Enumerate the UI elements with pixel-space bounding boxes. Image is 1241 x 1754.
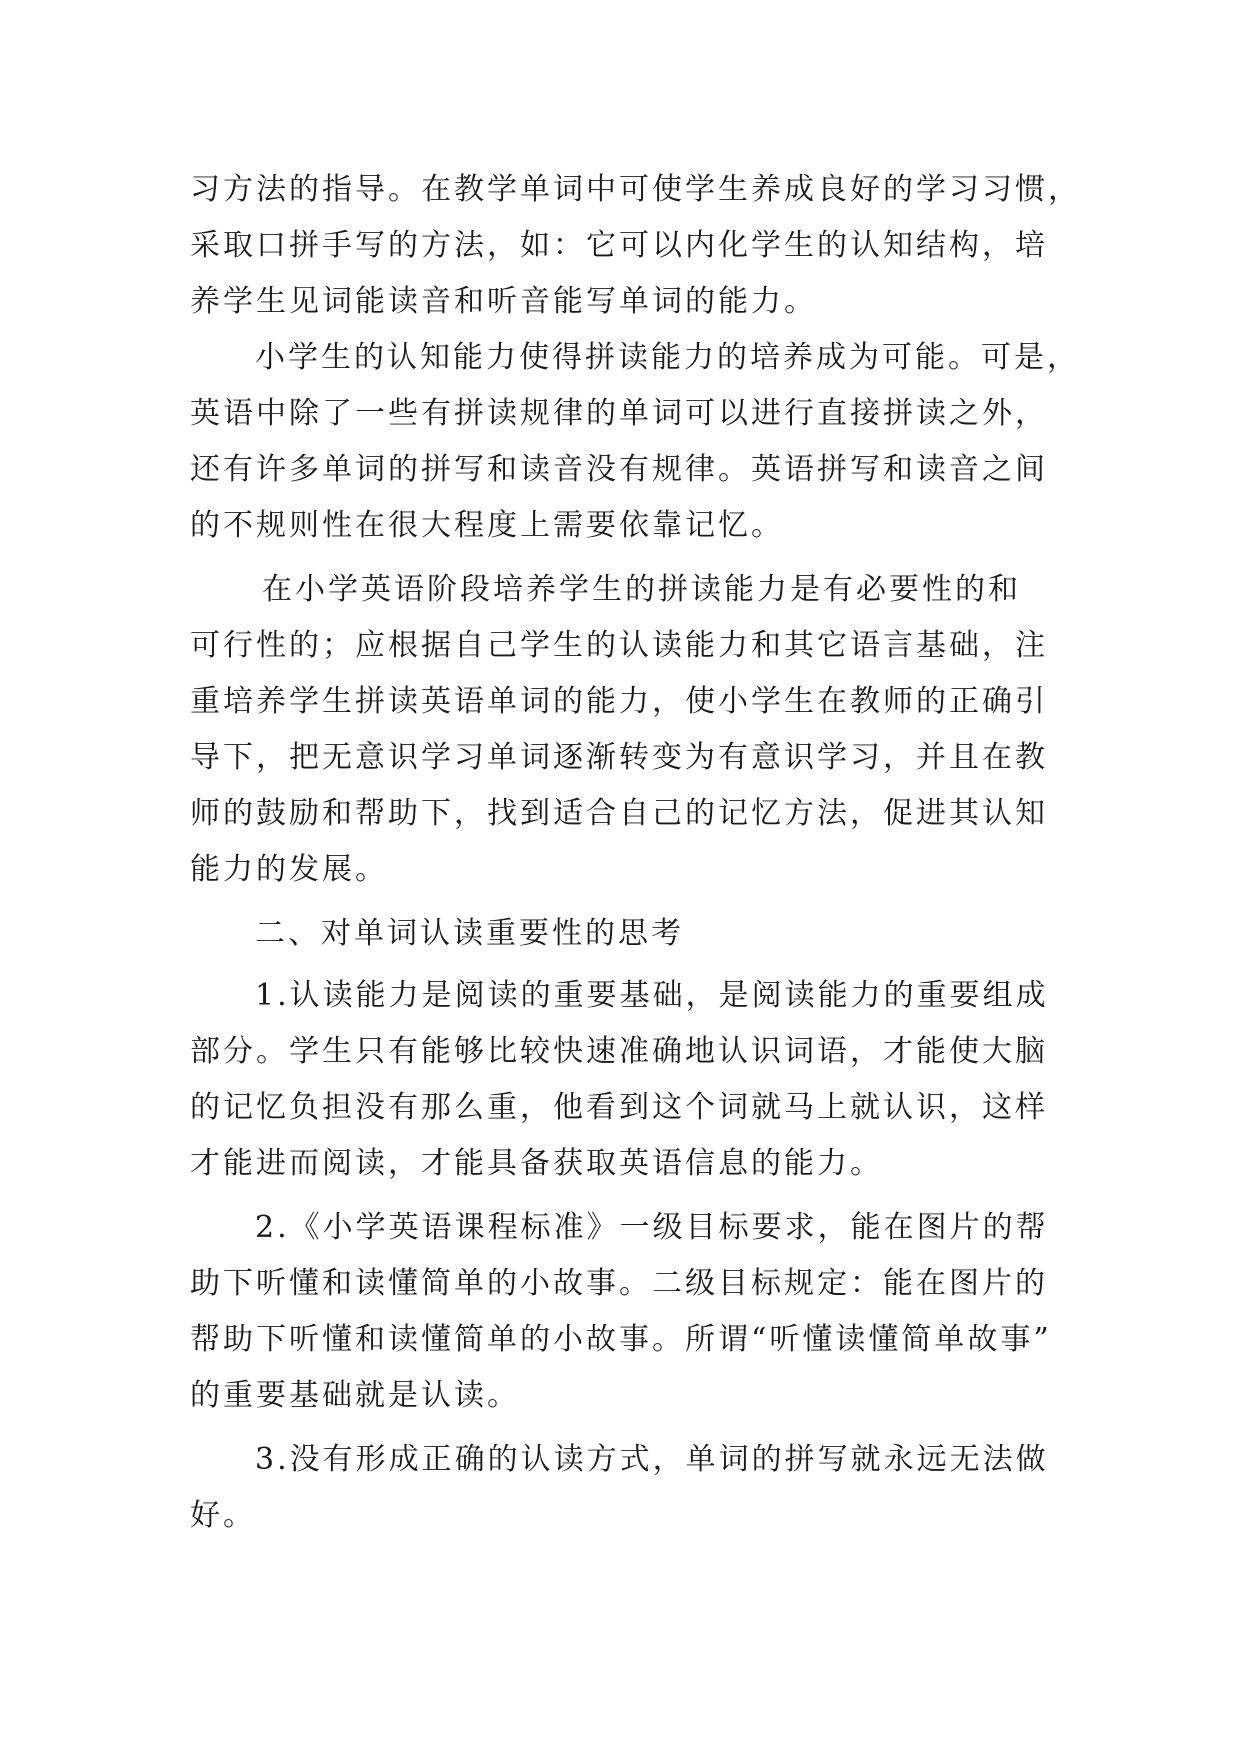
paragraph-line: 的重要基础就是认读。 [190,1378,520,1413]
paragraph-line: 能力的发展。 [190,852,388,887]
paragraph-line: 养学生见词能读音和听音能写单词的能力。 [190,284,817,319]
paragraph-line: 的记忆负担没有那么重，他看到这个词就马上就认识，这样 [190,1090,1048,1125]
paragraph-line: 小学生的认知能力使得拼读能力的培养成为可能。可是， [255,340,1080,375]
paragraph-line: 才能进而阅读，才能具备获取英语信息的能力。 [190,1146,883,1181]
paragraph-line: 的不规则性在很大程度上需要依靠记忆。 [190,508,784,543]
paragraph-line: 3.没有形成正确的认读方式，单词的拼写就永远无法做 [255,1442,1049,1477]
paragraph-line: 英语中除了一些有拼读规律的单词可以进行直接拼读之外， [190,396,1048,431]
paragraph-line: 可行性的；应根据自己学生的认读能力和其它语言基础，注 [190,628,1048,663]
paragraph-line: 2.《小学英语课程标准》一级目标要求，能在图片的帮 [255,1210,1049,1245]
paragraph-line: 帮助下听懂和读懂简单的小故事。所谓“听懂读懂简单故事” [190,1322,1052,1357]
paragraph-line: 部分。学生只有能够比较快速准确地认识词语，才能使大脑 [190,1034,1048,1069]
section-heading: 二、对单词认读重要性的思考 [255,916,684,951]
paragraph-line: 习方法的指导。在教学单词中可使学生养成良好的学习习惯， [190,172,1081,207]
paragraph-line: 师的鼓励和帮助下，找到适合自己的记忆方法，促进其认知 [190,796,1048,831]
paragraph-line: 导下，把无意识学习单词逐渐转变为有意识学习，并且在教 [190,740,1048,775]
paragraph-line: 好。 [190,1498,256,1533]
paragraph-line: 采取口拼手写的方法，如：它可以内化学生的认知结构，培 [190,228,1048,263]
paragraph-line: 助下听懂和读懂简单的小故事。二级目标规定：能在图片的 [190,1266,1048,1301]
paragraph-line: 在小学英语阶段培养学生的拼读能力是有必要性的和 [262,572,1021,607]
paragraph-line: 1.认读能力是阅读的重要基础，是阅读能力的重要组成 [255,978,1049,1013]
paragraph-line: 重培养学生拼读英语单词的能力，使小学生在教师的正确引 [190,684,1048,719]
paragraph-line: 还有许多单词的拼写和读音没有规律。英语拼写和读音之间 [190,452,1048,487]
